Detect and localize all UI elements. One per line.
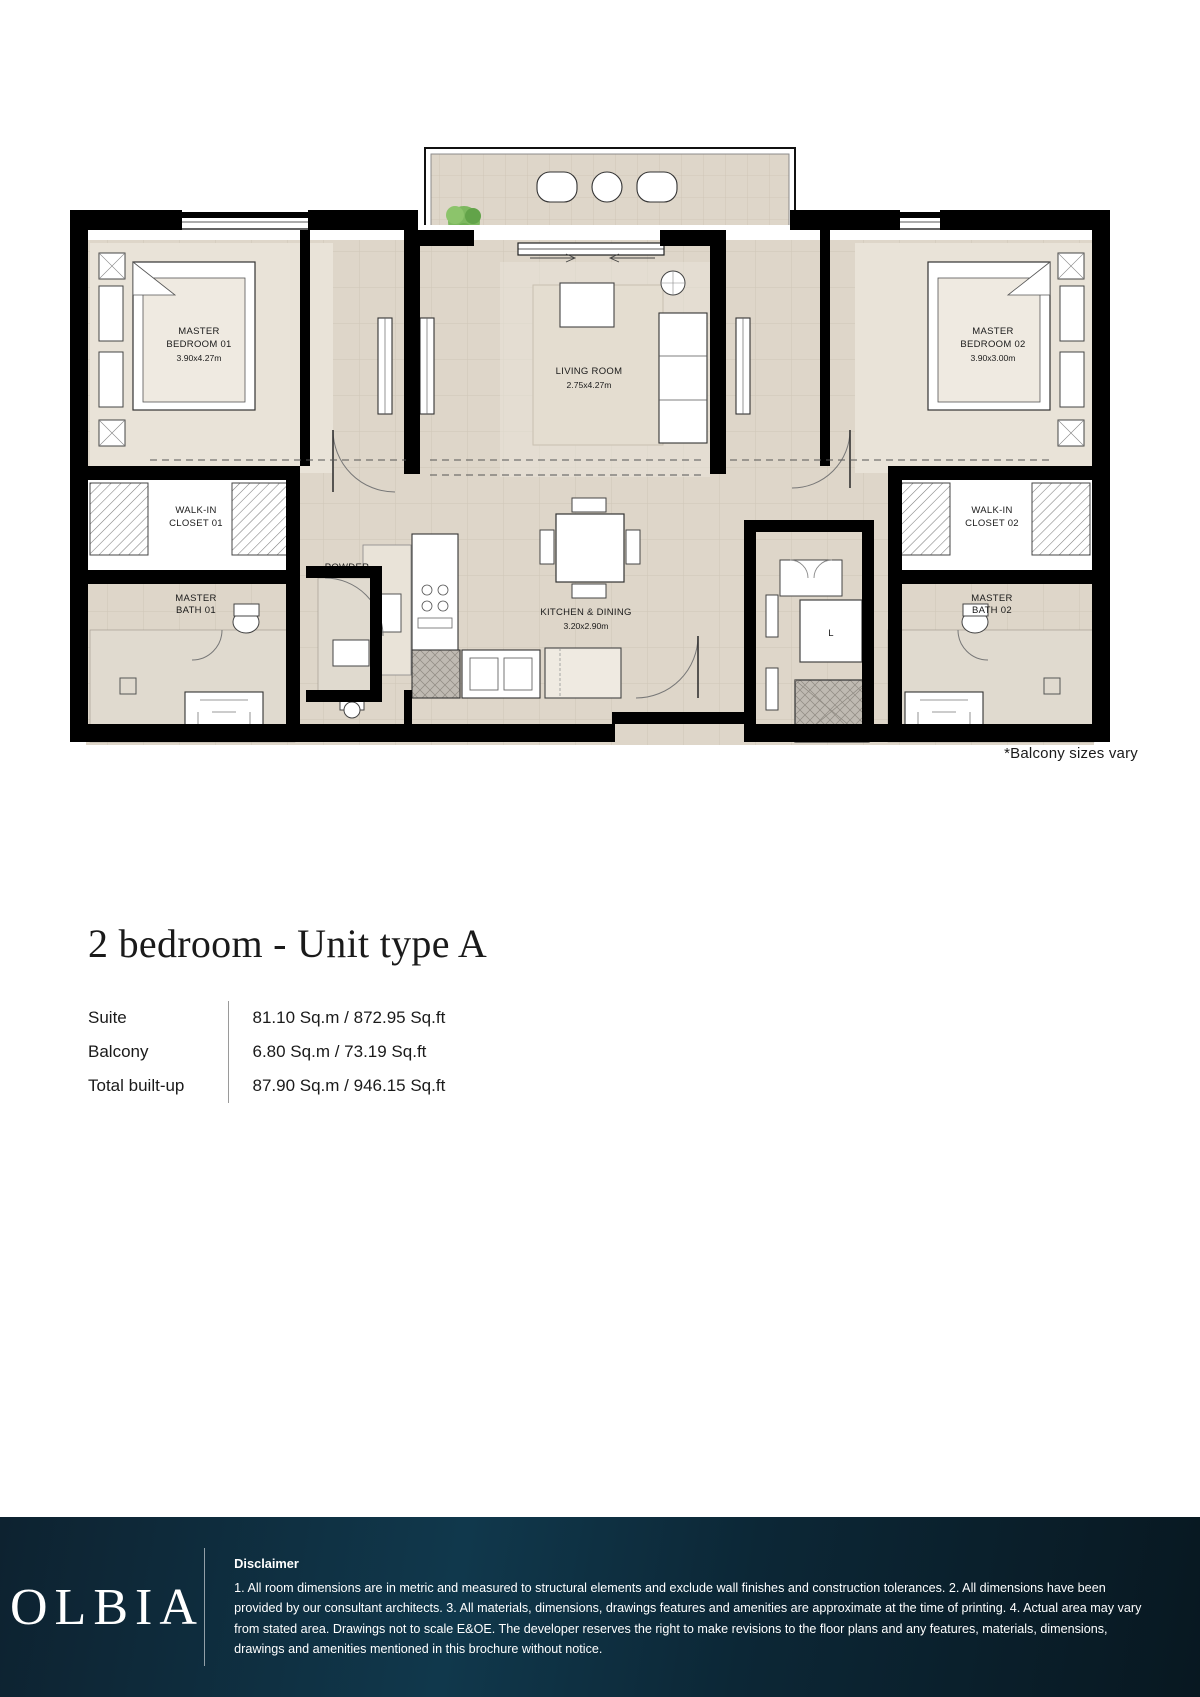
room-label-master-bedroom-02: MASTER (972, 326, 1014, 337)
table-row (88, 1001, 445, 1035)
area-value-total: 87.90 Sq.m / 946.15 Sq.ft (228, 1069, 445, 1103)
room-label-walk-in-closet-02: WALK-IN (971, 505, 1013, 516)
area-label-suite: Suite (88, 1008, 127, 1027)
svg-text:CLOSET 01: CLOSET 01 (169, 518, 223, 529)
room-living-room (500, 243, 710, 477)
svg-text:CLOSET 02: CLOSET 02 (965, 518, 1019, 529)
room-master-bedroom-02 (855, 215, 1095, 473)
room-label-kitchen-dining: KITCHEN & DINING (540, 607, 632, 618)
disclaimer-block (204, 1554, 1200, 1659)
balcony-note: *Balcony sizes vary (1004, 745, 1138, 762)
room-dimension-master-bedroom-02: 3.90x3.00m (970, 353, 1016, 363)
room-label-living-room: LIVING ROOM (555, 366, 623, 377)
table-row (88, 1035, 445, 1069)
room-label-master-bath-02: MASTER (971, 593, 1013, 604)
floor-plan (0, 0, 1200, 800)
svg-text:BEDROOM 02: BEDROOM 02 (960, 339, 1026, 350)
table-row (88, 1069, 445, 1103)
svg-text:BEDROOM 01: BEDROOM 01 (166, 339, 232, 350)
title-block (88, 920, 788, 1103)
svg-text:BATH 01: BATH 01 (176, 605, 216, 616)
room-dimension-master-bedroom-01: 3.90x4.27m (176, 353, 222, 363)
room-label-master-bedroom-01: MASTER (178, 326, 220, 337)
disclaimer-title: Disclaimer (234, 1556, 299, 1572)
room-label-walk-in-closet-01: WALK-IN (175, 505, 217, 516)
footer-bar (0, 1517, 1200, 1697)
room-walk-in-closet-02 (888, 480, 1094, 575)
room-master-bedroom-01 (90, 215, 333, 473)
svg-text:BATH 02: BATH 02 (972, 605, 1012, 616)
area-value-suite: 81.10 Sq.m / 872.95 Sq.ft (228, 1001, 445, 1035)
brand-logo: OLBIA (10, 1578, 204, 1636)
room-walk-in-closet-01 (86, 480, 296, 575)
room-dimension-living-room: 2.75x4.27m (566, 380, 612, 390)
area-value-balcony: 6.80 Sq.m / 73.19 Sq.ft (228, 1035, 445, 1069)
page-title: 2 bedroom - Unit type A (88, 921, 488, 966)
area-label-total: Total built-up (88, 1076, 185, 1095)
disclaimer-body: 1. All room dimensions are in metric and measured to structural elements and exclude wall finishes and construction tolerances. 2. All dimensions have been provided by our consultant architects. 3. All materials, dimensions, drawings features and amenities are approximate at the time of printing. 4. Actual area may vary from stated area. Drawings not to scale E&OE. The developer reserves the right to make revisions to the floor plans and any features, materials, dimensions, drawings and amenities mentioned in this brochure without notice. (234, 1581, 1142, 1657)
room-label-master-bath-01: MASTER (175, 593, 217, 604)
area-table (88, 1001, 445, 1103)
area-label-balcony: Balcony (88, 1042, 149, 1061)
room-dimension-kitchen-dining: 3.20x2.90m (563, 621, 609, 631)
laundry-label: L (828, 628, 834, 639)
